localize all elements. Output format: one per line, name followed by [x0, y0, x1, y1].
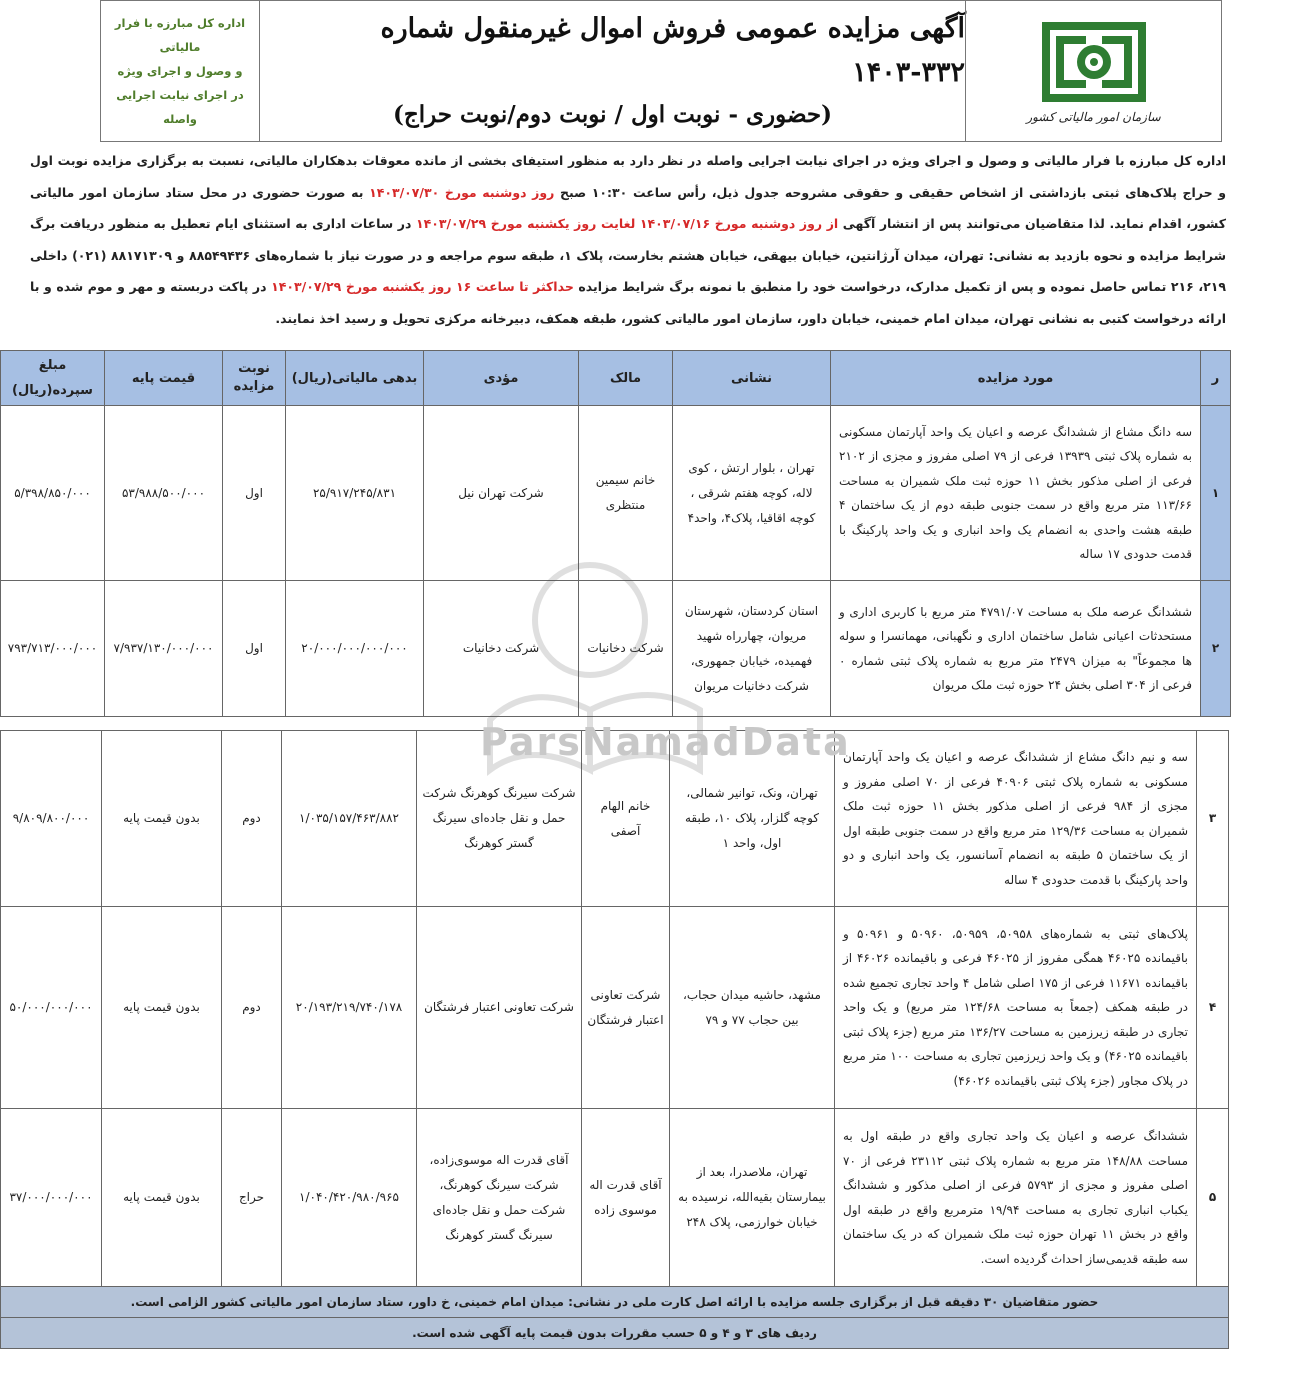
- round-cell: دوم: [222, 907, 282, 1109]
- row-number: ۵: [1197, 1109, 1229, 1287]
- auction-table-top: [0, 350, 1231, 717]
- owner-cell: خانم سیمین منتظری: [579, 406, 673, 581]
- item-description: پلاک‌های ثبتی به شماره‌های ۵۰۹۵۸، ۵۰۹۵۹، ۵۰۹۶۰ و ۵۰۹۶۱ و باقیمانده ۴۶۰۲۵ همگی مفروز از ۴۶۰۲۵ فرعی و باقیمانده ۴۶۰۲۶ از باقیمانده ۱۱۶۷۱ فرعی از ۱۷۵ اصلی شامل ۴ واحد تجاری تجمیع شده در طبقه همکف (جمعاً به مساحت ۱۲۴/۶۸ متر مربع) و یک واحد تجاری در طبقه زیرزمین به مساحت ۱۳۶/۲۷ متر مربع (جزء پلاک ثبتی باقیمانده ۴۶۰۲۵) و یک واحد زیرزمین تجاری به مساحت ۱۰۰ متر مربع در پلاک مجاور (جزء پلاک ثبتی باقیمانده ۴۶۰۲۶): [835, 907, 1197, 1109]
- base-price-cell: ۵۳/۹۸۸/۵۰۰/۰۰۰: [105, 406, 223, 581]
- taxpayer-cell: شرکت دخانیات: [424, 581, 579, 717]
- debt-cell: ۲۰/۰۰۰/۰۰۰/۰۰۰/۰۰۰: [286, 581, 424, 717]
- deposit-cell: ۵/۳۹۸/۸۵۰/۰۰۰: [1, 406, 105, 581]
- item-description: ششدانگ عرصه ملک به مساحت ۴۷۹۱/۰۷ متر مربع با کاربری اداری و مستحدثات اعیانی شامل ساختمان اداری و نگهبانی، مهمانسرا و سوله ها مجموعاً" به میزان ۲۴۷۹ متر مربع به شماره پلاک ثبتی شماره ۰ فرعی از ۳۰۴ اصلی بخش ۲۴ حوزه ثبت ملک مریوان: [831, 581, 1201, 717]
- submission-deadline: حداکثر تا ساعت ۱۶ روز یکشنبه مورخ ۱۴۰۳/۰۷/۲۹: [271, 279, 574, 294]
- deposit-cell: ۹/۸۰۹/۸۰۰/۰۰۰: [1, 731, 102, 907]
- table-row: [1, 1109, 1229, 1287]
- owner-cell: شرکت دخانیات: [579, 581, 673, 717]
- table-row: [1, 907, 1229, 1109]
- table-row: [1, 581, 1231, 717]
- footer-note-attendance: حضور متقاضیان ۳۰ دقیقه قبل از برگزاری جلسه مزایده با ارائه اصل کارت ملی در نشانی: میدان امام خمینی، خ داور، ستاد سازمان امور مالیاتی کشور الزامی است.: [1, 1287, 1229, 1318]
- debt-cell: ۲۵/۹۱۷/۲۴۵/۸۳۱: [286, 406, 424, 581]
- col-header-deposit: مبلغ سپرده(ریال): [1, 351, 105, 406]
- deposit-cell: ۵۰/۰۰۰/۰۰۰/۰۰۰: [1, 907, 102, 1109]
- notice-header: [100, 0, 1222, 142]
- taxpayer-cell: شرکت تعاونی اعتبار فرشتگان: [417, 907, 582, 1109]
- issuer-block: [101, 1, 260, 141]
- base-price-cell: بدون قیمت پایه: [102, 907, 222, 1109]
- col-header-item: مورد مزایده: [831, 351, 1201, 406]
- row-number: ۳: [1197, 731, 1229, 907]
- owner-cell: آقای قدرت اله موسوی زاده: [582, 1109, 670, 1287]
- base-price-cell: بدون قیمت پایه: [102, 1109, 222, 1287]
- title-block: [260, 1, 965, 141]
- taxpayer-cell: شرکت سیرنگ کوهرنگ شرکت حمل و نقل جاده‌ای سیرنگ گستر کوهرنگ: [417, 731, 582, 907]
- intro-paragraph: [30, 145, 1226, 334]
- address-cell: استان کردستان، شهرستان مریوان، چهارراه شهید فهمیده، خیابان جمهوری، شرکت دخانیات مریوان: [673, 581, 831, 717]
- col-header-debt: بدهی مالیاتی(ریال): [286, 351, 424, 406]
- footer-note-base-price: ردیف های ۳ و ۴ و ۵ حسب مقررات بدون قیمت پایه آگهی شده است.: [1, 1318, 1229, 1349]
- inspection-period: از روز دوشنبه مورخ ۱۴۰۳/۰۷/۱۶ لغایت روز یکشنبه مورخ ۱۴۰۳/۰۷/۲۹: [415, 216, 839, 231]
- table-row: [1, 731, 1229, 907]
- col-header-owner: مالک: [579, 351, 673, 406]
- logo-caption: سازمان امور مالیاتی کشور: [1026, 110, 1161, 124]
- round-cell: حراج: [222, 1109, 282, 1287]
- col-header-base-price: قیمت پایه: [105, 351, 223, 406]
- item-description: سه و نیم دانگ مشاع از ششدانگ عرصه و اعیان یک واحد آپارتمان مسکونی به شماره پلاک ثبتی ۴۰۹۰۶ فرعی از ۷۰ اصلی مفروز و مجزی از ۹۸۴ فرعی از اصلی مذکور بخش ۱۱ حوزه ثبت ملک شمیران به مساحت ۱۲۹/۳۶ متر مربع واقع در سمت جنوبی طبقه اول از یک ساختمان ۵ طبقه به انضمام آسانسور، یک واحد انباری و دو واحد پارکینگ با قدمت حدودی ۴ ساله: [835, 731, 1197, 907]
- address-cell: تهران، ملاصدرا، بعد از بیمارستان بقیه‌الله، نرسیده به خیابان خوارزمی، پلاک ۲۴۸: [670, 1109, 835, 1287]
- table-row: [1, 406, 1231, 581]
- intro-text: در ساعات اداری به استثنای ایام تعطیل به منظور دریافت برگ شرایط مزایده و نحوه بازدید به نشانی: تهران، میدان آرژانتین، خیابان بیهقی، خیابان هشتم بخارست، پلاک ۱، طبقه سوم مراجعه و در صورت نیاز با شماره‌های ۸۸۵۴۹۴۳۶ و ۸۸۱۷۱۳۰۹ (۰۲۱) داخلی ۲۱۹، ۲۱۶ تماس حاصل نموده و پس از تکمیل مدارک، درخواست خود را منطبق با نمونه برگ شرایط مزایده: [30, 216, 1226, 294]
- col-header-row-number: ر: [1201, 351, 1231, 406]
- row-number: ۲: [1201, 581, 1231, 717]
- deposit-cell: ۳۷/۰۰۰/۰۰۰/۰۰۰: [1, 1109, 102, 1287]
- watermark-brand: ParsNamadData: [480, 720, 851, 764]
- logo-block: [965, 1, 1221, 141]
- table-header-row: [1, 351, 1231, 406]
- issuer-line: اداره کل مبارزه با فرار مالیاتی: [114, 16, 246, 54]
- auction-table-bottom: [0, 730, 1229, 1349]
- deposit-cell: ۷۹۳/۷۱۳/۰۰۰/۰۰۰: [1, 581, 105, 717]
- debt-cell: ۲۰/۱۹۳/۲۱۹/۷۴۰/۱۷۸: [282, 907, 417, 1109]
- round-cell: دوم: [222, 731, 282, 907]
- owner-cell: خانم الهام آصفی: [582, 731, 670, 907]
- page-title: آگهی مزایده عمومی فروش اموال غیرمنقول شماره ۳۳۲-۱۴۰۳: [380, 13, 965, 88]
- item-description: سه دانگ مشاع از ششدانگ عرصه و اعیان یک واحد آپارتمان مسکونی به شماره پلاک ثبتی ۱۳۹۳۹ فرعی از ۷۹ اصلی مفروز و مجزی از ۲۱۰۲ فرعی از اصلی مذکور بخش ۱۱ حوزه ثبت ملک شمیران به مساحت ۱۱۳/۶۶ متر مربع واقع در سمت جنوبی طبقه دوم از یک ساختمان ۴ طبقه هشت واحدی به انضمام یک واحد انباری و یک واحد پارکینگ با قدمت حدودی ۱۷ ساله: [831, 406, 1201, 581]
- debt-cell: ۱/۰۴۰/۴۲۰/۹۸۰/۹۶۵: [282, 1109, 417, 1287]
- debt-cell: ۱/۰۳۵/۱۵۷/۴۶۳/۸۸۲: [282, 731, 417, 907]
- col-header-round: نوبت مزایده: [223, 351, 286, 406]
- owner-cell: شرکت تعاونی اعتبار فرشتگان: [582, 907, 670, 1109]
- issuer-line: و وصول و اجرای ویژه: [117, 64, 243, 78]
- address-cell: مشهد، حاشیه میدان حجاب، بین حجاب ۷۷ و ۷۹: [670, 907, 835, 1109]
- row-number: ۴: [1197, 907, 1229, 1109]
- address-cell: تهران، ونک، توانیر شمالی، کوچه گلزار، پلاک ۱۰، طبقه اول، واحد ۱: [670, 731, 835, 907]
- footer-note-row: [1, 1318, 1229, 1349]
- page-subtitle: (حضوری - نوبت اول / نوبت دوم/نوبت حراج): [392, 101, 833, 128]
- footer-note-row: [1, 1287, 1229, 1318]
- intro-text: به صورت حضوری در محل ستاد سازمان امور مالیاتی کشور، اقدام نماید. لذا متقاضیان می‌توانند پس از انتشار آگهی: [30, 184, 1227, 231]
- item-description: ششدانگ عرصه و اعیان یک واحد تجاری واقع در طبقه اول به مساحت ۱۴۸/۸۸ متر مربع به شماره پلاک ثبتی ۲۳۱۱۲ فرعی از ۷۰ اصلی مفروز و مجزی از ۵۷۹۳ فرعی از اصلی مذکور و ششدانگ یکباب انباری تجاری به مساحت ۱۹/۹۴ مترمربع واقع در طبقه اول واقع در بخش ۱۱ تهران حوزه ثبت ملک شمیران که در یک ساختمان سه طبقه قدیمی‌ساز احداث گردیده است.: [835, 1109, 1197, 1287]
- auction-date: روز دوشنبه مورخ ۱۴۰۳/۰۷/۳۰: [369, 184, 555, 200]
- base-price-cell: بدون قیمت پایه: [102, 731, 222, 907]
- tax-organization-logo-icon: [1038, 18, 1150, 106]
- row-number: ۱: [1201, 406, 1231, 581]
- round-cell: اول: [223, 406, 286, 581]
- col-header-address: نشانی: [673, 351, 831, 406]
- address-cell: تهران ، بلوار ارتش ، کوی لاله، کوچه هفتم شرقی ، کوچه اقاقیا، پلاک۴، واحد۴: [673, 406, 831, 581]
- issuer-line: در اجرای نیابت اجرایی واصله: [116, 88, 244, 126]
- intro-text: در پاکت دربسته و مهر و موم شده و با ارائه درخواست کتبی به نشانی تهران، میدان امام خمینی، خیابان داور، سازمان امور مالیاتی کشور، طبقه همکف، دبیرخانه مرکزی تحویل و رسید اخذ نمایند.: [30, 279, 1226, 326]
- round-cell: اول: [223, 581, 286, 717]
- col-header-taxpayer: مؤدی: [424, 351, 579, 406]
- intro-text: اداره کل مبارزه با فرار مالیاتی و وصول و اجرای ویژه در اجرای نیابت اجرایی واصله در نظر دارد به منظور استیفای بخشی از مانده معوقات بدهکاران مالیاتی، نسبت به برگزاری مزایده نوبت اول و حراج پلاک‌های ثبتی بازداشتی از اشخاص حقیقی و حقوقی مشروحه جدول ذیل، رأس ساعت ۱۰:۳۰ صبح: [30, 153, 1226, 200]
- base-price-cell: ۷/۹۳۷/۱۳۰/۰۰۰/۰۰۰: [105, 581, 223, 717]
- taxpayer-cell: آقای قدرت اله موسوی‌زاده، شرکت سیرنگ کوهرنگ، شرکت حمل و نقل جاده‌ای سیرنگ گستر کوهرنگ: [417, 1109, 582, 1287]
- taxpayer-cell: شرکت تهران نیل: [424, 406, 579, 581]
